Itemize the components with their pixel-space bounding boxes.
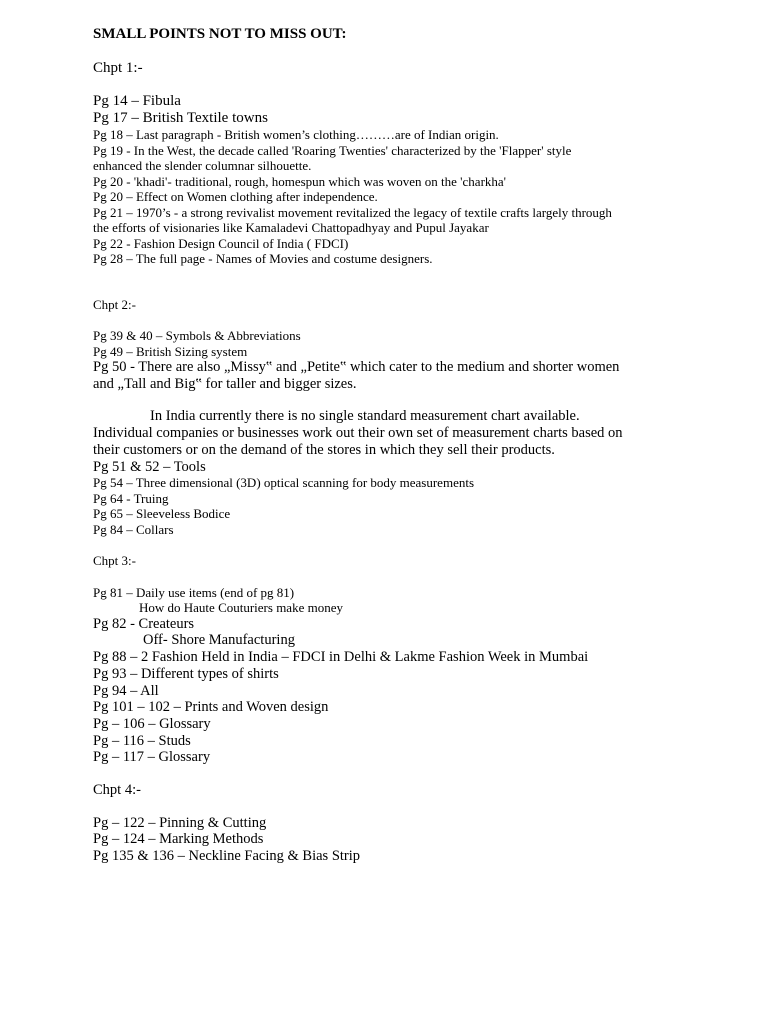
spacer (93, 392, 743, 408)
list-item: Pg 84 – Collars (93, 521, 174, 537)
spacer (93, 312, 743, 328)
list-subitem: How do Haute Couturiers make money (139, 600, 343, 616)
list-item: the efforts of visionaries like Kamaladevi Chattopadhyay and Pupul Jayakar (93, 220, 489, 235)
chapter-heading: Chpt 4:- (93, 782, 141, 799)
list-item: Pg 65 – Sleeveless Bodice (93, 506, 231, 522)
chapter-4 (93, 782, 743, 865)
list-item: Pg – 116 – Studs (93, 732, 191, 749)
list-item: Pg 93 – Different types of shirts (93, 665, 279, 682)
list-item: Pg 22 - Fashion Design Council of India ( FDCI) (93, 235, 349, 251)
list-item: Pg 54 – Three dimensional (3D) optical scanning for body measurements (93, 475, 475, 491)
chapter-heading: Chpt 3:- (93, 553, 136, 569)
paragraph-line: Individual companies or businesses work out their own set of measurement charts based on (93, 425, 623, 442)
spacer (93, 799, 743, 815)
list-item: Pg 51 & 52 – Tools (93, 458, 206, 475)
document-title: SMALL POINTS NOT TO MISS OUT: (93, 26, 347, 42)
chapter-3 (93, 553, 743, 766)
paragraph-line: their customers or on the demand of the stores in which they sell their products. (93, 441, 555, 458)
chapter-2 (93, 297, 743, 538)
list-item: Pg – 122 – Pinning & Cutting (93, 814, 267, 831)
list-item: Pg – 117 – Glossary (93, 749, 211, 766)
list-item: Pg 39 & 40 – Symbols & Abbreviations (93, 328, 301, 343)
list-item: Pg 81 – Daily use items (end of pg 81) (93, 584, 295, 600)
list-item: Pg 94 – All (93, 682, 159, 699)
list-item: Pg 135 & 136 – Neckline Facing & Bias Strip (93, 848, 361, 865)
document-body (93, 24, 743, 865)
paragraph-line: In India currently there is no single standard measurement chart available. (150, 408, 580, 425)
list-item: Pg 21 – 1970’s - a strong revivalist movement revitalized the legacy of textile crafts largely through (93, 204, 612, 220)
spacer (93, 569, 743, 585)
list-item: and „Tall and Big‟ for taller and bigger sizes. (93, 375, 357, 392)
list-item: Pg – 106 – Glossary (93, 715, 211, 732)
chapter-heading: Chpt 2:- (93, 296, 136, 312)
list-item: Pg 17 – British Textile towns (93, 110, 268, 126)
spacer (93, 766, 743, 782)
list-item: Pg 20 – Effect on Women clothing after independence. (93, 189, 378, 204)
list-item: enhanced the slender columnar silhouette. (93, 158, 312, 173)
chapter-1 (93, 60, 743, 267)
list-item: Pg 19 - In the West, the decade called 'Roaring Twenties' characterized by the 'Flapper' style (93, 142, 572, 158)
list-item: Pg 14 – Fibula (93, 93, 181, 109)
list-item: Pg 28 – The full page - Names of Movies and costume designers. (93, 251, 433, 266)
list-item: Pg 88 – 2 Fashion Held in India – FDCI in Delhi & Lakme Fashion Week in Mumbai (93, 649, 589, 666)
list-item: Pg 64 - Truing (93, 490, 169, 506)
spacer (93, 44, 743, 60)
list-subitem: Off- Shore Manufacturing (143, 632, 295, 649)
list-item: Pg 18 – Last paragraph - British women’s clothing………are of Indian origin. (93, 127, 499, 142)
spacer (93, 537, 743, 553)
list-item: Pg 49 – British Sizing system (93, 343, 248, 359)
list-item: Pg 50 - There are also „Missy‟ and „Petite‟ which cater to the medium and shorter women (93, 359, 620, 375)
list-item: Pg – 124 – Marking Methods (93, 831, 264, 848)
list-item: Pg 82 - Createurs (93, 615, 195, 632)
chapter-heading: Chpt 1:- (93, 60, 143, 76)
spacer (93, 267, 743, 297)
list-item: Pg 101 – 102 – Prints and Woven design (93, 699, 329, 716)
spacer (93, 77, 743, 93)
list-item: Pg 20 - 'khadi'- traditional, rough, homespun which was woven on the 'charkha' (93, 173, 507, 189)
